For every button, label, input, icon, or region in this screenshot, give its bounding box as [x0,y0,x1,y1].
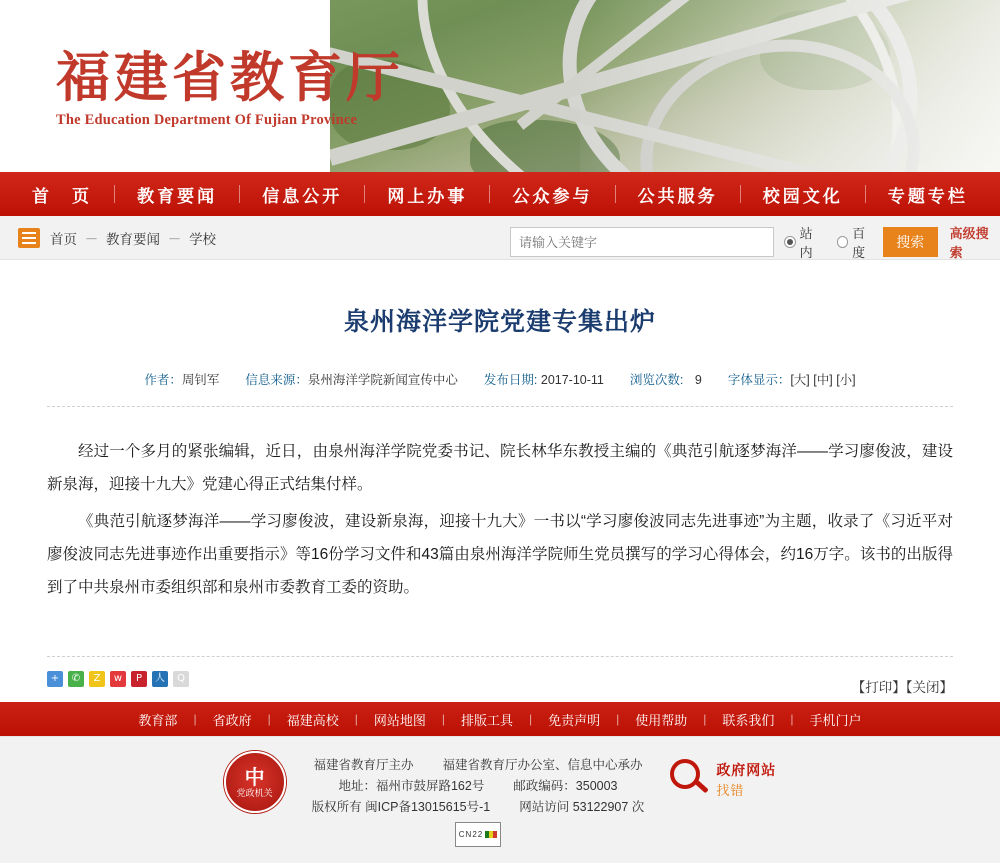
footer [0,736,1000,863]
footer-info-line-3 [312,797,645,818]
footer-address: 地址：福州市鼓屏路162号 [338,779,485,793]
footer-info [312,751,645,847]
footer-divider: | [616,712,620,726]
site-logo-cn: 福建省教育厅 [56,45,404,109]
footer-badge-row [312,818,645,847]
share-plus-icon[interactable]: + [47,671,63,687]
meta-views [630,370,702,388]
advanced-search-link[interactable]: 高级搜索 [949,226,989,260]
search-scope-site-label[interactable]: 站内 [799,226,813,260]
wechat-icon[interactable]: ✆ [68,671,84,687]
cn22-badge[interactable]: CN22 [455,822,501,847]
footer-divider: | [703,712,707,726]
government-seal-icon [224,751,286,813]
footer-link-fujian-universities[interactable]: 福建高校 [286,712,339,728]
meta-source-label: 信息来源： [245,373,308,387]
footer-copyright-icp: 版权所有 闽ICP备13015615号-1 [311,800,491,814]
footer-link-contact[interactable]: 联系我们 [722,712,775,728]
footer-link-sitemap[interactable]: 网站地图 [373,712,426,728]
article-body [47,435,953,604]
article-actions [852,676,953,696]
meta-date [484,370,604,388]
footer-divider: | [193,712,197,726]
nav-item-public-participation[interactable]: 公众参与 [512,186,593,206]
footer-link-layout-tool[interactable]: 排版工具 [460,712,513,728]
breadcrumb [50,228,216,248]
fontsize-large-button[interactable]: [大] [790,373,810,387]
meta-views-value: 9 [694,373,702,387]
footer-divider: | [267,712,271,726]
gov-report-text [716,760,776,799]
nav-item-information-disclosure[interactable]: 信息公开 [262,186,343,206]
footer-divider: | [354,712,358,726]
nav-item-education-news[interactable]: 教育要闻 [137,186,218,206]
meta-date-label: 发布日期: [483,373,538,387]
breadcrumb-item-home[interactable]: 首页 [50,231,77,247]
nav-divider [489,185,490,203]
breadcrumb-search-bar [0,216,1000,260]
renren-icon[interactable]: 人 [152,671,168,687]
meta-date-value: 2017-10-11 [540,373,604,387]
gov-report-line-2: 找错 [716,782,745,798]
print-button[interactable]: 【打印】 [851,680,906,695]
footer-links [0,702,1000,736]
breadcrumb-item-school[interactable]: 学校 [189,231,217,247]
footer-divider: | [441,712,445,726]
gov-website-report[interactable] [670,751,776,799]
meta-fontsize [728,370,856,388]
meta-fontsize-label: 字体显示： [727,373,791,387]
footer-info-line-2 [312,776,645,797]
article-meta [47,370,953,388]
meta-source [245,370,458,388]
breadcrumb-item-education-news[interactable]: 教育要闻 [106,231,161,247]
site-banner [0,0,1000,172]
nav-divider [364,185,365,203]
nav-divider [114,185,115,203]
qzone-icon[interactable]: Z [89,671,105,687]
pinterest-icon[interactable]: P [131,671,147,687]
footer-link-provincial-government[interactable]: 省政府 [212,712,252,728]
meta-author-value: 周钊军 [181,373,220,387]
footer-host: 福建省教育厅主办 [313,758,414,772]
banner-haze [580,0,1000,172]
search-scope-baidu-label[interactable]: 百度 [852,226,866,260]
qq-icon[interactable]: Q [173,671,189,687]
nav-item-home[interactable]: 首 页 [32,186,92,206]
search-button[interactable]: 搜索 [883,227,938,257]
meta-source-value: 泉州海洋学院新闻宣传中心 [307,373,458,387]
nav-divider [740,185,741,203]
meta-author-label: 作者： [144,373,182,387]
search-scope-group [784,223,877,261]
footer-visits-count: 53122907 [572,800,629,814]
fontsize-medium-button[interactable]: [中] [813,373,833,387]
magnifier-handle [695,780,709,794]
footer-visits-label: 网站访问 [519,800,570,814]
nav-divider [865,185,866,203]
nav-item-campus-culture[interactable]: 校园文化 [762,186,843,206]
main-content [0,260,1000,702]
footer-link-moe[interactable]: 教育部 [138,712,178,728]
nav-divider [615,185,616,203]
nav-item-public-service[interactable]: 公共服务 [637,186,718,206]
footer-link-help[interactable]: 使用帮助 [635,712,688,728]
menu-icon[interactable] [18,228,40,248]
magnifier-icon [670,759,710,799]
footer-visits-unit: 次 [631,800,645,814]
divider [47,406,953,407]
footer-operator: 福建省教育厅办公室、信息中心承办 [442,758,643,772]
meta-views-label: 浏览次数: [629,373,684,387]
footer-link-disclaimer[interactable]: 免责声明 [548,712,601,728]
main-nav [0,172,1000,216]
article-paragraph: 经过一个多月的紧张编辑，近日，由泉州海洋学院党委书记、院长林华东教授主编的《典范引航逐梦海洋——学习廖俊波，建设新泉海，迎接十九大》党建心得正式结集付样。 [47,443,953,493]
seal-char: 中 [244,764,265,789]
footer-postcode: 邮政编码：350003 [513,779,618,793]
weibo-icon[interactable]: w [110,671,126,687]
breadcrumb-separator: － [84,231,99,247]
radio-baidu-icon[interactable] [837,236,849,248]
article-paragraph: 《典范引航逐梦海洋——学习廖俊波，建设新泉海，迎接十九大》一书以“学习廖俊波同志先进事迹”为主题，收录了《习近平对廖俊波同志先进事迹作出重要指示》等16份学习文件和43篇由泉州海洋学院师生党员撰写的学习心得体会，约16万字。该书的出版得到了中共泉州市委组织部和泉州市委教育工委的资助。 [47,513,953,596]
radio-site-icon[interactable] [784,236,796,248]
page-title: 泉州海洋学院党建专集出炉 [343,307,656,336]
seal-text: 党政机关 [236,787,273,798]
footer-info-line-1 [312,755,645,776]
footer-divider: | [790,712,794,726]
search-area [510,223,1000,261]
nav-item-special-topics[interactable]: 专题专栏 [887,186,968,206]
breadcrumb-separator: － [167,231,182,247]
article [47,260,953,702]
site-logo-en: The Education Department Of Fujian Province [56,112,358,128]
share-area [47,656,953,702]
gov-report-line-1: 政府网站 [716,761,777,778]
meta-author [144,370,219,388]
footer-divider: | [529,712,533,726]
nav-divider [239,185,240,203]
site-logo[interactable] [56,45,404,129]
close-button[interactable]: 【关闭】 [905,680,953,695]
fontsize-small-button[interactable]: [小] [836,373,856,387]
search-input[interactable] [510,227,774,257]
share-icons [47,671,953,687]
nav-item-online-services[interactable]: 网上办事 [387,186,468,206]
footer-link-mobile-portal[interactable]: 手机门户 [809,712,862,728]
